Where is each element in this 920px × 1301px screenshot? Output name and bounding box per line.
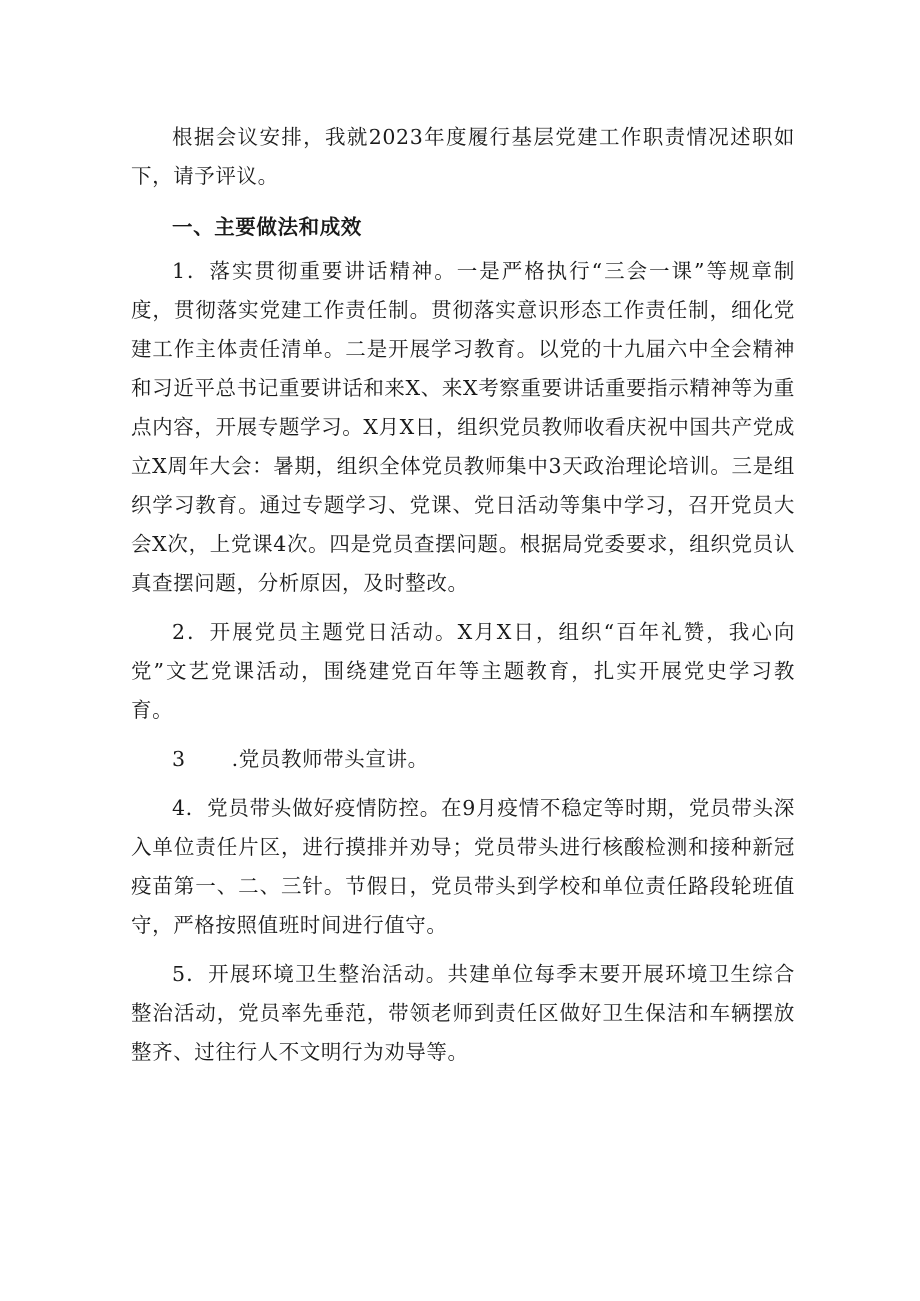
item-4-paragraph: 4．党员带头做好疫情防控。在9月疫情不稳定等时期，党员带头深入单位责任片区，进行摸排并劝导；党员带头进行核酸检测和接种新冠疫苗第一、二、三针。节假日，党员带头到学校和单位责任路段轮班值守，严格按照值班时间进行值守。 [131, 796, 795, 937]
item-3-text: .党员教师带头宣讲。 [231, 747, 429, 771]
intro-paragraph: 根据会议安排，我就2023年度履行基层党建工作职责情况述职如下，请予评议。 [131, 125, 795, 188]
item-5-paragraph: 5．开展环境卫生整治活动。共建单位每季末要开展环境卫生综合整治活动，党员率先垂范，带领老师到责任区做好卫生保洁和车辆摆放整齐、过往行人不文明行为劝导等。 [131, 962, 795, 1064]
item-3-paragraph [131, 740, 795, 779]
document-body [131, 118, 795, 1082]
item-3-number: 3 [172, 747, 186, 771]
section-heading: 一、主要做法和成效 [172, 215, 362, 239]
item-1-paragraph: 1．落实贯彻重要讲话精神。一是严格执行“三会一课”等规章制度，贯彻落实党建工作责任制。贯彻落实意识形态工作责任制，细化党建工作主体责任清单。二是开展学习教育。以党的十九届六中全会精神和习近平总书记重要讲话和来X、来X考察重要讲话重要指示精神等为重点内容，开展专题学习。X月X日，组织党员教师收看庆祝中国共产党成立X周年大会：暑期，组织全体党员教师集中3天政治理论培训。三是组织学习教育。通过专题学习、党课、党日活动等集中学习，召开党员大会X次，上党课4次。四是党员查摆问题。根据局党委要求，组织党员认真查摆问题，分析原因，及时整改。 [131, 259, 795, 595]
item-2-paragraph: 2．开展党员主题党日活动。X月X日，组织“百年礼赞，我心向党”文艺党课活动，围绕建党百年等主题教育，扎实开展党史学习教育。 [131, 620, 795, 722]
